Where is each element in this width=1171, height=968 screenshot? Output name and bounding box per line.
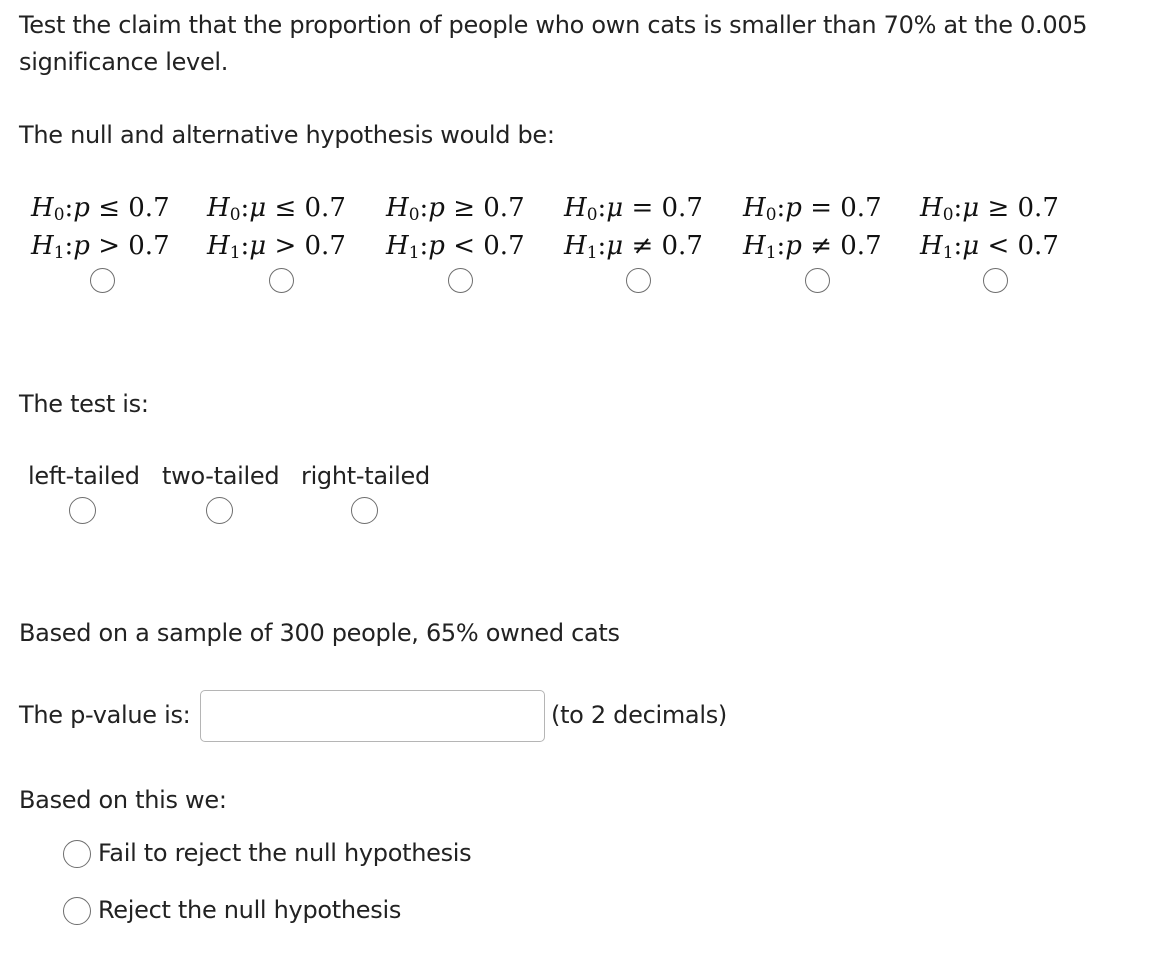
alt-hypothesis-3: $H_1:p < 0.7$ [386, 231, 525, 263]
decision-radio-fail-to-reject[interactable] [63, 840, 91, 868]
decision-label-fail-to-reject[interactable]: Fail to reject the null hypothesis [98, 839, 472, 867]
alt-hypothesis-1: $H_1:p > 0.7$ [31, 231, 170, 263]
pvalue-input[interactable] [200, 690, 545, 742]
null-hypothesis-3: $H_0:p \ge 0.7$ [386, 193, 525, 225]
alt-hypothesis-5: $H_1:p \ne 0.7$ [743, 231, 882, 263]
decision-radio-reject[interactable] [63, 897, 91, 925]
hypothesis-option-4 [564, 189, 703, 265]
hypothesis-radio-1[interactable] [90, 268, 115, 293]
alt-hypothesis-4: $H_1:\mu \ne 0.7$ [564, 231, 703, 263]
hypothesis-option-1 [31, 189, 170, 265]
hypothesis-radio-3[interactable] [448, 268, 473, 293]
alt-hypothesis-2: $H_1:\mu > 0.7$ [207, 231, 346, 263]
decision-intro: Based on this we: [19, 786, 227, 814]
null-hypothesis-6: $H_0:\mu \ge 0.7$ [920, 193, 1059, 225]
decision-label-reject[interactable]: Reject the null hypothesis [98, 896, 402, 924]
tail-label-two: two-tailed [162, 462, 280, 490]
tail-label-right: right-tailed [301, 462, 430, 490]
test-intro: The test is: [19, 390, 149, 418]
hypothesis-option-2 [207, 189, 346, 265]
sample-description: Based on a sample of 300 people, 65% owned cats [19, 619, 620, 647]
tail-radio-right[interactable] [351, 497, 378, 524]
tail-radio-two[interactable] [206, 497, 233, 524]
hypothesis-option-6 [920, 189, 1059, 265]
null-hypothesis-1: $H_0:p \le 0.7$ [31, 193, 170, 225]
hypothesis-radio-5[interactable] [805, 268, 830, 293]
alt-hypothesis-6: $H_1:\mu < 0.7$ [920, 231, 1059, 263]
question-prompt: Test the claim that the proportion of people who own cats is smaller than 70% at the 0.005 significance level. [19, 11, 1088, 76]
null-hypothesis-5: $H_0:p = 0.7$ [743, 193, 882, 225]
pvalue-hint: (to 2 decimals) [551, 701, 727, 729]
hypothesis-option-3 [386, 189, 525, 265]
hypothesis-radio-2[interactable] [269, 268, 294, 293]
null-hypothesis-4: $H_0:\mu = 0.7$ [564, 193, 703, 225]
null-hypothesis-2: $H_0:\mu \le 0.7$ [207, 193, 346, 225]
hypothesis-radio-4[interactable] [626, 268, 651, 293]
hypothesis-option-5 [743, 189, 882, 265]
tail-radio-left[interactable] [69, 497, 96, 524]
pvalue-label: The p-value is: [19, 701, 191, 729]
hypothesis-radio-6[interactable] [983, 268, 1008, 293]
hypothesis-intro: The null and alternative hypothesis would be: [19, 121, 555, 149]
tail-label-left: left-tailed [28, 462, 140, 490]
